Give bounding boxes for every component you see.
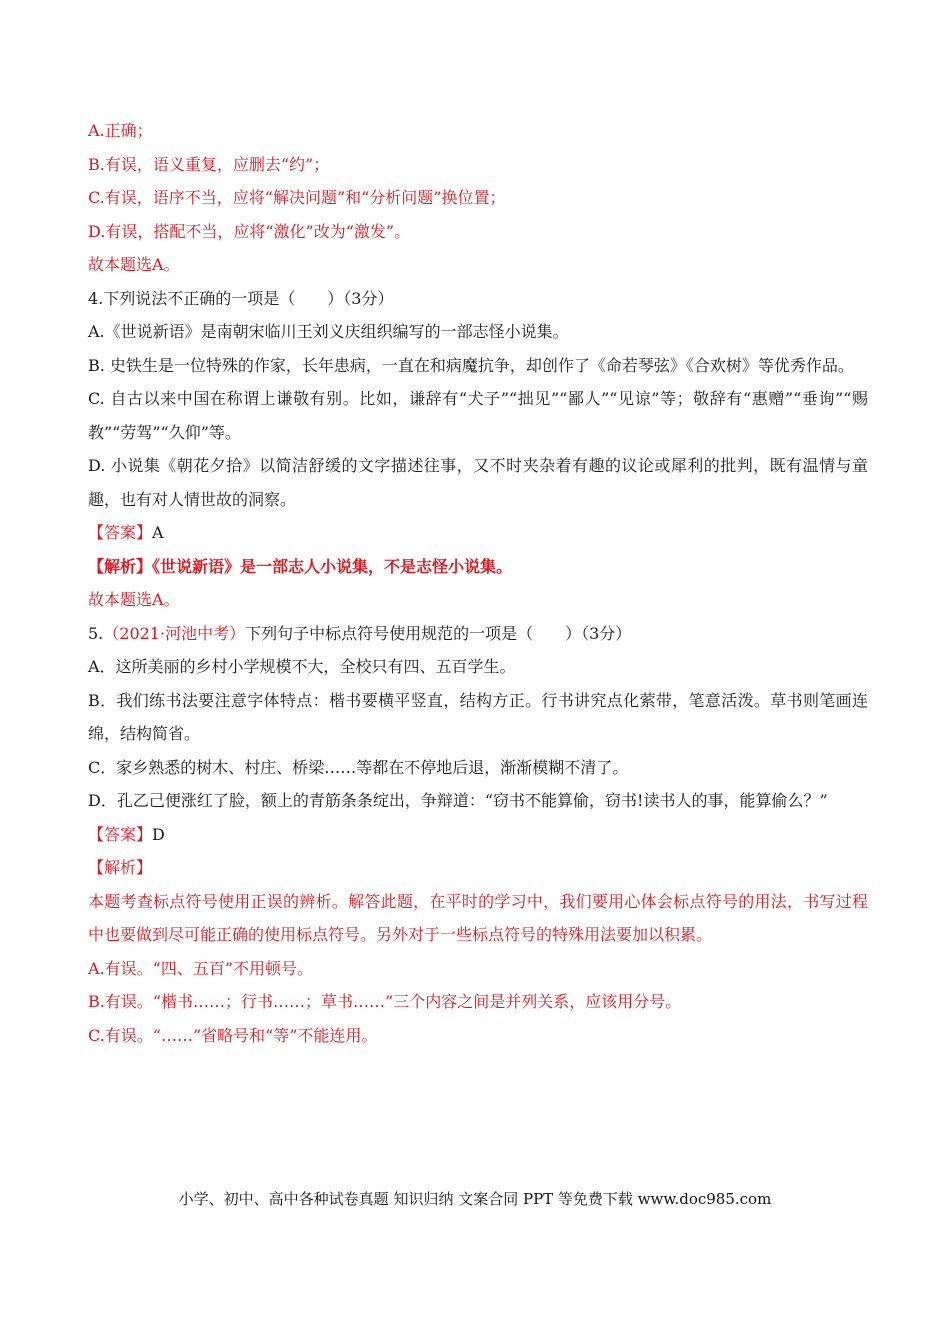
q4-answer-value: A xyxy=(152,523,164,542)
q5-answer xyxy=(88,818,868,852)
prev-analysis-d: D.有误，搭配不当，应将“激化”改为“激发”。 xyxy=(88,221,411,241)
q4-option-a: A.《世说新语》是南朝宋临川王刘义庆组织编写的一部志怪小说集。 xyxy=(88,322,569,341)
q5-option-a: A．这所美丽的乡村小学规模不大，全校只有四、五百学生。 xyxy=(88,657,516,676)
q5-analysis-a: A.有误。“四、五百”不用顿号。 xyxy=(88,958,314,978)
prev-analysis-c: C.有误，语序不当，应将“解决问题”和“分析问题”换位置； xyxy=(88,188,506,207)
prev-analysis-b: B.有误，语义重复，应删去“约”； xyxy=(88,154,330,174)
q4-analysis-tag: 【解析】 xyxy=(88,556,153,576)
q5-source: （2021·河池中考） xyxy=(103,623,246,643)
q5-option-b: B．我们练书法要注意字体特点：楷书要横平竖直，结构方正。行书讲究点化萦带，笔意活泼。草书则笔画连绵，结构简省。 xyxy=(88,690,868,743)
q5-answer-tag: 【答案】 xyxy=(88,824,153,844)
q4-option-c: C. 自古以来中国在称谓上谦敬有别。比如，谦辞有“犬子”“拙见”“鄙人”“见谅”等；敬辞有“惠赠”“垂询”“赐教”“劳驾”“久仰”等。 xyxy=(88,389,868,442)
q4-analysis xyxy=(88,550,868,584)
q5-answer-value: D xyxy=(152,824,165,844)
prev-analysis-a: A.正确； xyxy=(88,121,153,140)
q4-option-d: D. 小说集《朝花夕拾》以简洁舒缓的文字描述往事，又不时夹杂着有趣的议论或犀利的批判，既有温情与童趣，也有对人情世故的洞察。 xyxy=(88,456,868,509)
q5-analysis-b: B.有误。“楷书……；行书……；草书……”三个内容之间是并列关系，应该用分号。 xyxy=(88,992,682,1011)
q5-option-d: D．孔乙己便涨红了脸，额上的青筋条条绽出，争辩道：“窃书不能算偷，窃书!读书人的事，能算偷么？” xyxy=(88,791,828,810)
q4-answer xyxy=(88,516,868,550)
q4-analysis-text: 《世说新语》是一部志人小说集，不是志怪小说集。 xyxy=(152,556,513,576)
prev-conclusion: 故本题选A。 xyxy=(88,255,180,274)
q5-analysis-c: C.有误。“……”省略号和“等”不能连用。 xyxy=(88,1025,378,1045)
q5-option-c: C．家乡熟悉的树木、村庄、桥梁……等都在不停地后退，渐渐模糊不清了。 xyxy=(88,757,629,777)
page-content xyxy=(88,114,868,1052)
q5-stem-line xyxy=(88,617,868,651)
q5-analysis-tag: 【解析】 xyxy=(88,858,153,877)
q4-answer-tag: 【答案】 xyxy=(88,523,153,542)
q5-analysis-text: 本题考查标点符号使用正误的辨析。解答此题，在平时的学习中，我们要用心体会标点符号的用法，书写过程中也要做到尽可能正确的使用标点符号。另外对于一些标点符号的特殊用法要加以积累。 xyxy=(88,891,868,944)
page-footer: 小学、初中、高中各种试卷真题 知识归纳 文案合同 PPT 等免费下载 www.doc985.com xyxy=(178,1190,772,1208)
q5-stem: 下列句子中标点符号使用规范的一项是（ ）（3分） xyxy=(245,623,632,643)
q4-option-b: B. 史铁生是一位特殊的作家，长年患病，一直在和病魔抗争，却创作了《命若琴弦》《合欢树》等优秀作品。 xyxy=(88,355,854,375)
q5-number: 5. xyxy=(88,623,104,643)
q4-conclusion: 故本题选A。 xyxy=(88,590,180,609)
q4-stem: 4.下列说法不正确的一项是（ ）（3分） xyxy=(88,288,394,308)
